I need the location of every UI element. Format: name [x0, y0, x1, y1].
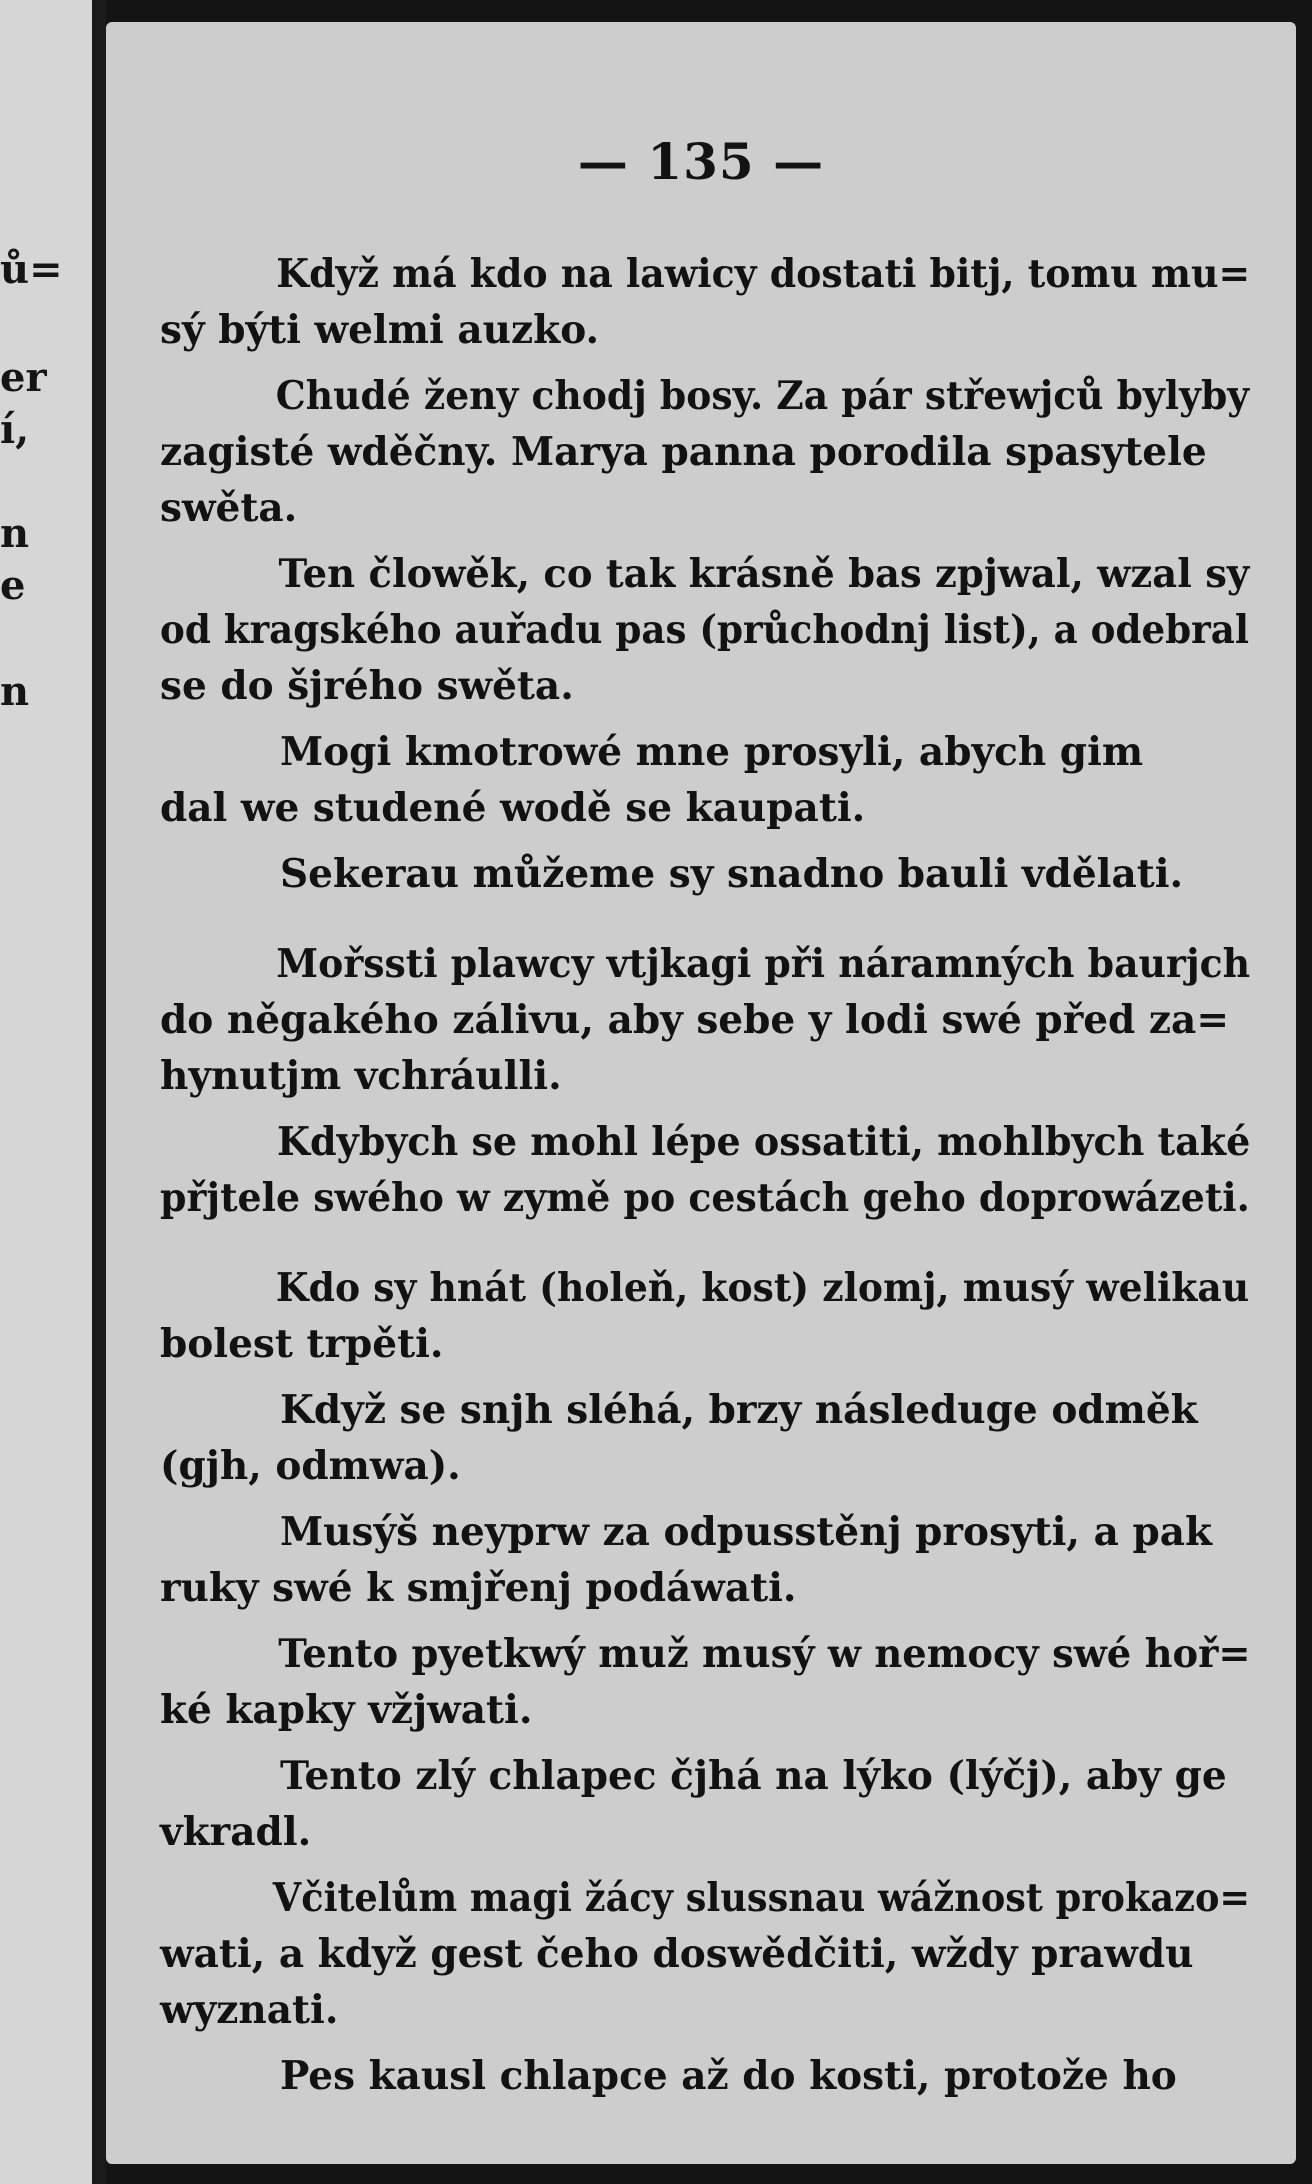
- text-line: Kdo sy hnát (holeň, kost) zlomj, musý welikau: [275, 1265, 1250, 1311]
- text-line: se do šjrého swěta.: [160, 663, 574, 709]
- text-line: Tento zlý chlapec čjhá na lýko (lýčj), aby ge: [280, 1753, 1227, 1799]
- text-line: ké kapky vžjwati.: [160, 1687, 533, 1733]
- book-page: [106, 22, 1296, 2164]
- paragraph: [160, 1870, 1250, 2038]
- text-line: dal we studené wodě se kaupati.: [160, 785, 866, 831]
- paragraph: [160, 368, 1250, 536]
- left-page-fragment: er: [0, 354, 47, 401]
- text-line: od kragského auřadu pas (průchodnj list), a odebral: [160, 607, 1250, 653]
- text-line: Včitelům magi žácy slussnau wážnost prokazo=: [272, 1875, 1251, 1921]
- text-line: Pes kausl chlapce až do kosti, protože ho: [280, 2053, 1177, 2099]
- text-line: Ten člowěk, co tak krásně bas zpjwal, wzal sy: [278, 551, 1250, 597]
- book-gutter: [92, 0, 106, 2184]
- text-line: Když se snjh sléhá, brzy následuge odměk: [280, 1387, 1198, 1433]
- left-page-fragment: ů=: [0, 246, 63, 293]
- page-text: [160, 246, 1250, 2114]
- paragraph: [160, 724, 1250, 836]
- paragraph: [160, 2048, 1250, 2104]
- text-line: přjtele swého w zymě po cestách geho doprowázeti.: [160, 1175, 1250, 1221]
- left-page-edge: [0, 0, 92, 2184]
- paragraph: [160, 246, 1250, 358]
- paragraph: [160, 936, 1250, 1104]
- text-line: Mogi kmotrowé mne prosyli, abych gim: [280, 729, 1144, 775]
- text-line: Chudé ženy chodj bosy. Za pár střewjců bylyby: [275, 373, 1250, 419]
- text-line: Sekerau můžeme sy snadno bauli vdělati.: [280, 851, 1184, 897]
- text-line: wati, a když gest čeho doswědčiti, wždy prawdu: [160, 1931, 1194, 1977]
- paragraph: [160, 1748, 1250, 1860]
- paragraph: [160, 1260, 1250, 1372]
- text-line: Musýš neyprw za odpusstěnj prosyti, a pak: [280, 1509, 1213, 1555]
- text-line: zagisté wděčny. Marya panna porodila spasytele: [160, 429, 1207, 475]
- page-number: — 135 —: [577, 132, 825, 191]
- left-page-fragment: n: [0, 510, 30, 557]
- left-page-fragment: e: [0, 562, 26, 609]
- paragraph: [160, 1626, 1250, 1738]
- paragraph: [160, 1382, 1250, 1494]
- text-line: sý býti welmi auzko.: [160, 307, 600, 353]
- text-line: Tento pyetkwý muž musý w nemocy swé hoř=: [278, 1631, 1251, 1677]
- paragraph: [160, 1504, 1250, 1616]
- paragraph: [160, 1114, 1250, 1226]
- text-line: ruky swé k smjřenj podáwati.: [160, 1565, 797, 1611]
- text-line: vkradl.: [160, 1809, 312, 1855]
- text-line: hynutjm vchráulli.: [160, 1053, 562, 1099]
- text-line: do něgakého zálivu, aby sebe y lodi swé před za=: [160, 997, 1229, 1043]
- text-line: Kdybych se mohl lépe ossatiti, mohlbych také: [277, 1119, 1251, 1165]
- text-line: Mořssti plawcy vtjkagi při náramných baurjch: [276, 941, 1251, 987]
- text-line: swěta.: [160, 485, 298, 531]
- text-line: Když má kdo na lawicy dostati bitj, tomu mu=: [276, 251, 1251, 297]
- text-line: (gjh, odmwa).: [160, 1443, 461, 1489]
- left-page-fragment: í,: [0, 406, 30, 453]
- text-line: bolest trpěti.: [160, 1321, 444, 1367]
- paragraph: [160, 546, 1250, 714]
- text-line: wyznati.: [160, 1987, 339, 2033]
- paragraph: [160, 846, 1250, 902]
- left-page-fragment: n: [0, 668, 30, 715]
